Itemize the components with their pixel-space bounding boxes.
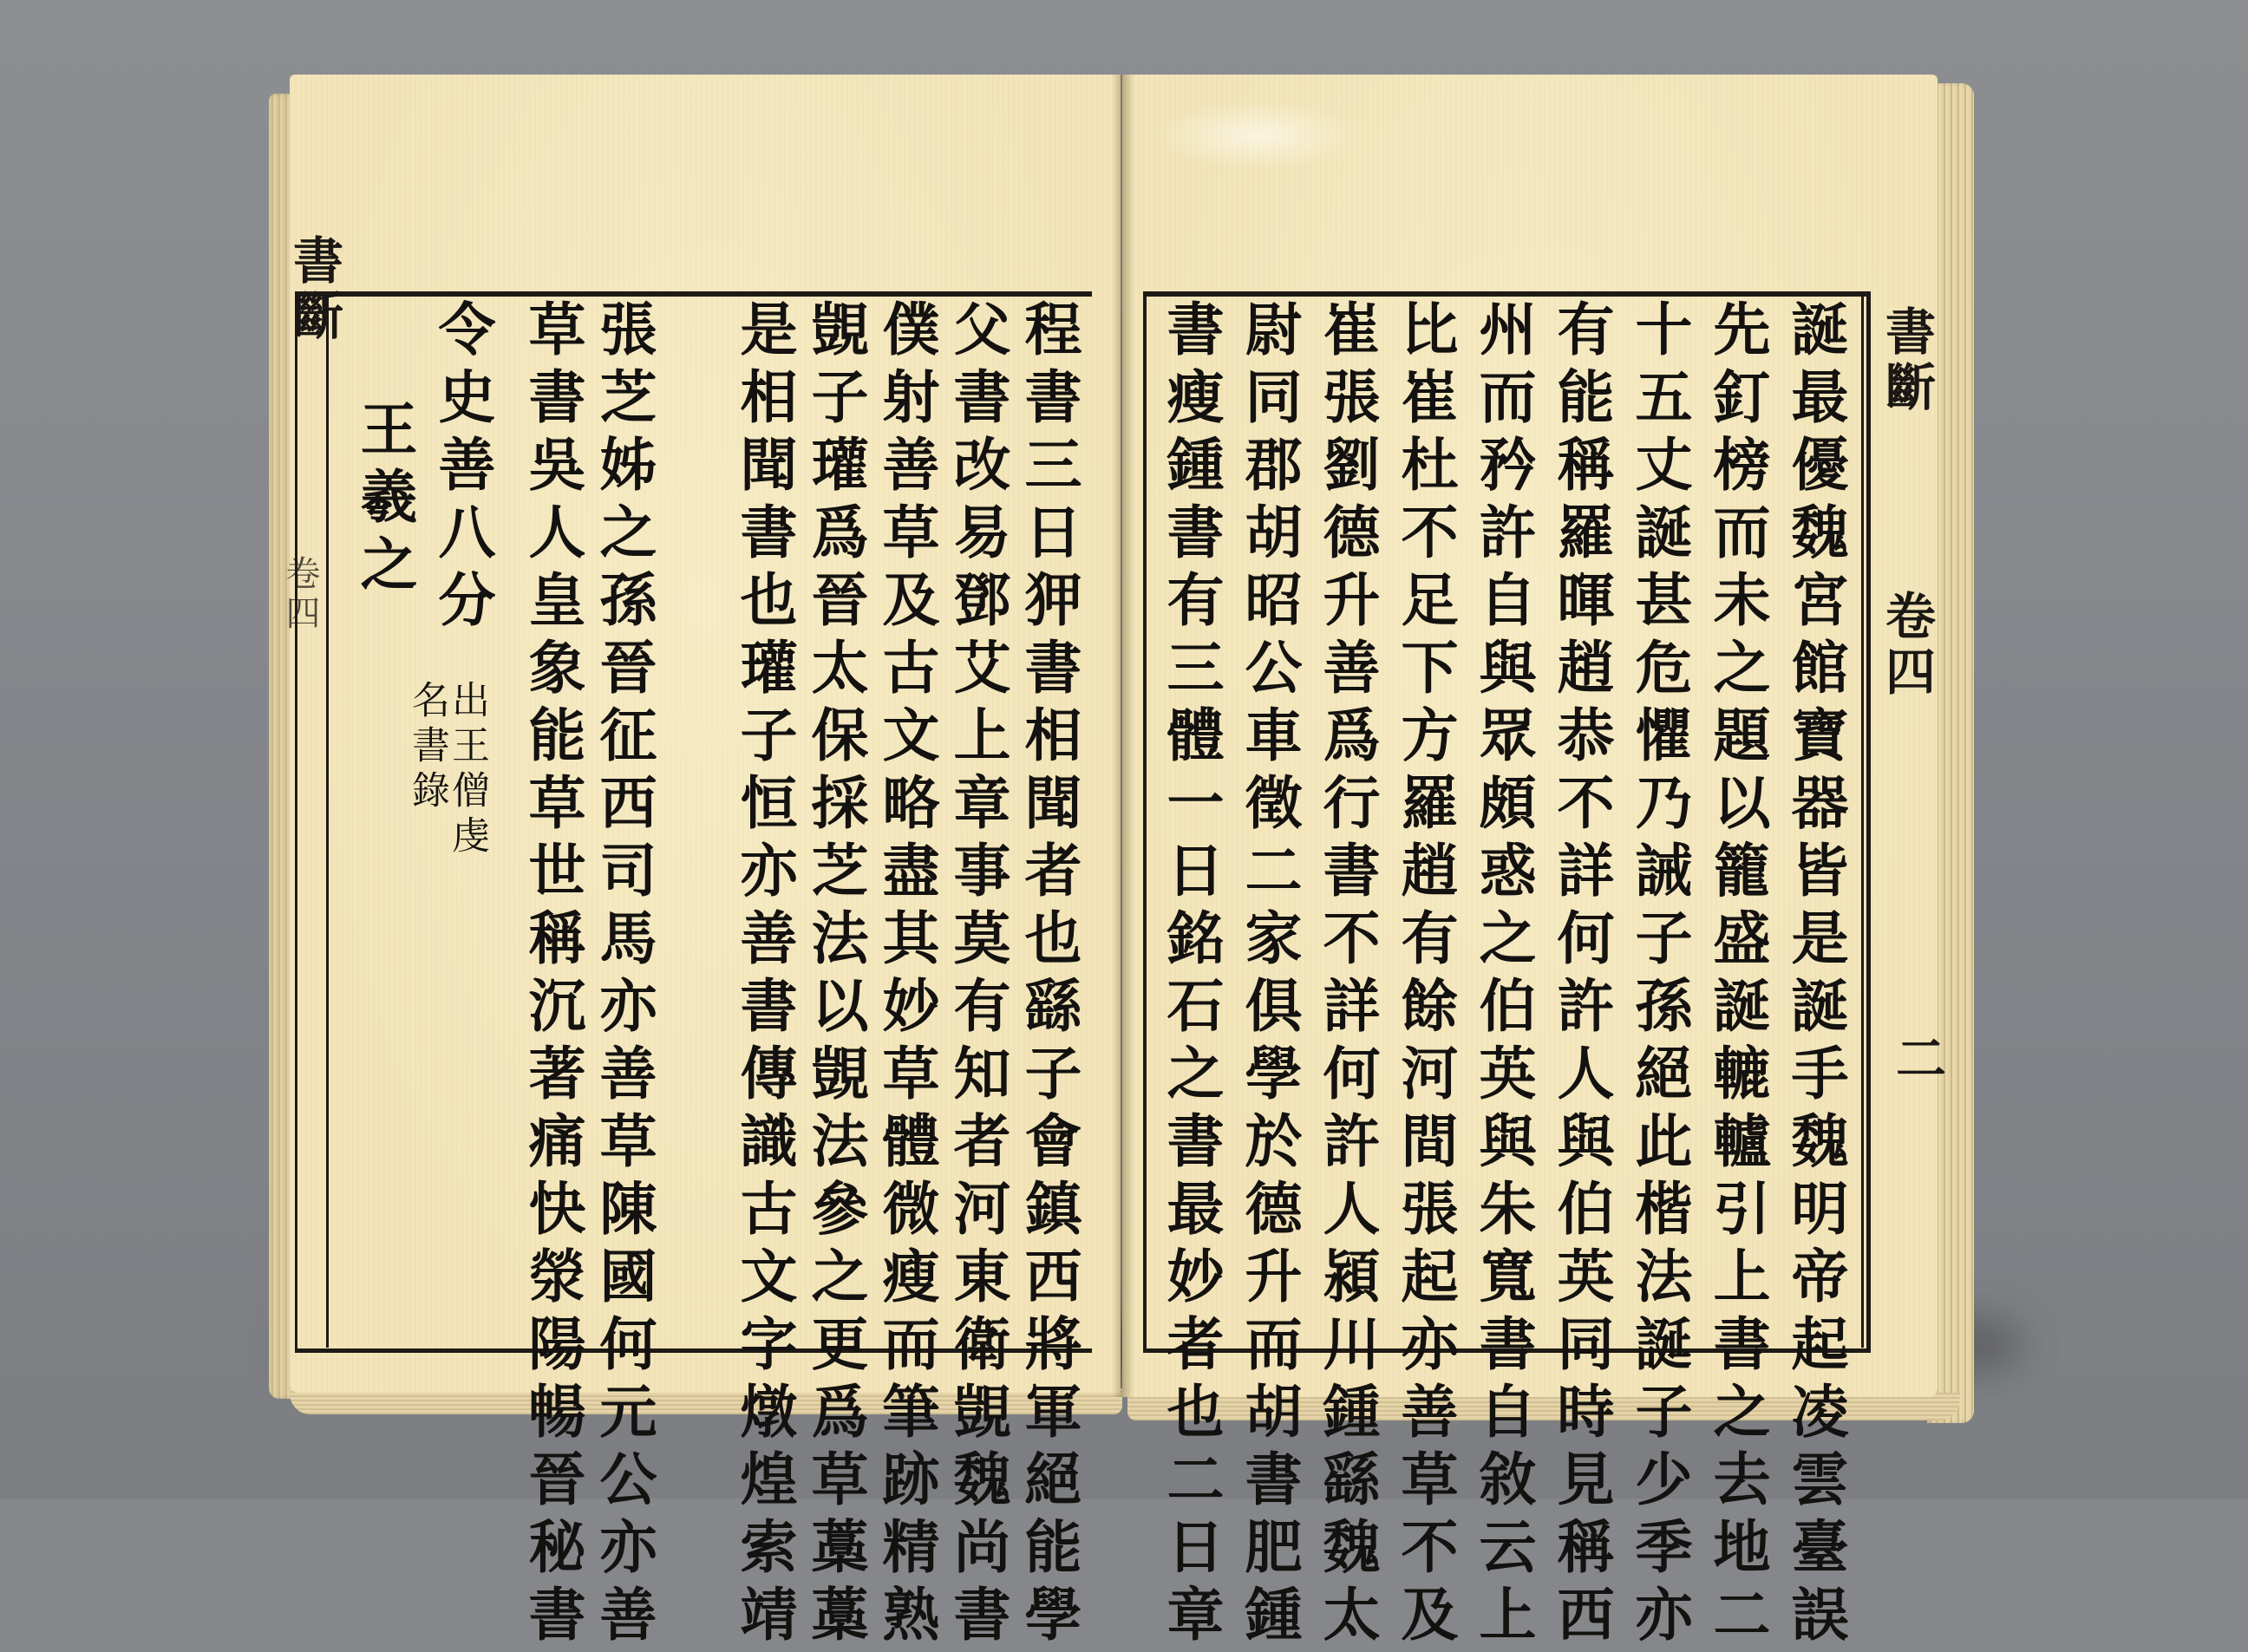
left-column-2: 父書改易鄧艾上章事莫有知者河東衛覬魏尚書 [944, 299, 1011, 1652]
left-note-2: 名書錄 [405, 680, 449, 815]
right-fold-rule [1861, 291, 1864, 1348]
right-column-9: 書瘦鍾書有三體一日銘石之書最妙者也二日章 [1157, 299, 1225, 1652]
left-margin-title: 書斷 [284, 234, 343, 345]
gutter-shadow [1112, 75, 1134, 1397]
left-heading: 王羲之 [350, 399, 418, 602]
left-note-1: 出王僧虔 [445, 680, 489, 860]
right-column-5: 州而矜許自與眾頗惑之伯英與朱寬書自敘云上 [1469, 299, 1537, 1652]
left-column-8: 令史善八分 [428, 299, 496, 637]
left-fold-rule [326, 291, 329, 1348]
paper-stain [1153, 101, 1362, 170]
left-column-7: 草書吳人皇象能草世稱沉著痛快滎陽暢晉秘書 [519, 299, 586, 1652]
left-column-1: 程書三日狎書相聞者也繇子會鎮西將軍絕能學 [1015, 299, 1082, 1652]
right-column-7: 崔張劉德升善爲行書不詳何許人潁川鍾繇魏太 [1313, 299, 1381, 1652]
left-column-3: 僕射善草及古文略盡其妙草體微瘦而筆跡精熟 [872, 299, 940, 1652]
right-column-2: 先釘榜而未之題以籠盛誕轆轤引上書之去地二 [1703, 299, 1771, 1652]
right-column-3: 十五丈誕甚危懼乃誡子孫絕此楷法誕子少季亦 [1625, 299, 1693, 1652]
right-column-1: 誕最優魏宮館寶器皆是誕手魏明帝起凌雲臺誤 [1781, 299, 1849, 1652]
right-margin-title: 書斷 [1877, 305, 1936, 416]
right-margin-folio: 二 [1887, 1032, 1946, 1087]
left-column-5: 是相聞書也瓘子恒亦善書傳識古文字燉煌索靖 [730, 299, 798, 1652]
right-column-6: 比崔杜不足下方羅趙有餘河間張起亦善草不及 [1391, 299, 1459, 1652]
right-column-8: 尉同郡胡昭公車徵二家俱學於德升而胡書肥鍾 [1235, 299, 1303, 1652]
right-margin-chapter: 卷四 [1877, 590, 1936, 701]
left-column-6: 張芝姊之孫晉征西司馬亦善草陳國何元公亦善 [590, 299, 657, 1652]
right-column-4: 有能稱羅暉趙恭不詳何許人與伯英同時見稱西 [1547, 299, 1615, 1652]
left-column-4: 覬子瓘爲晉太保採芝法以覬法參之更爲草藁藁 [801, 299, 869, 1652]
left-margin-chapter: 卷四 [280, 555, 320, 635]
